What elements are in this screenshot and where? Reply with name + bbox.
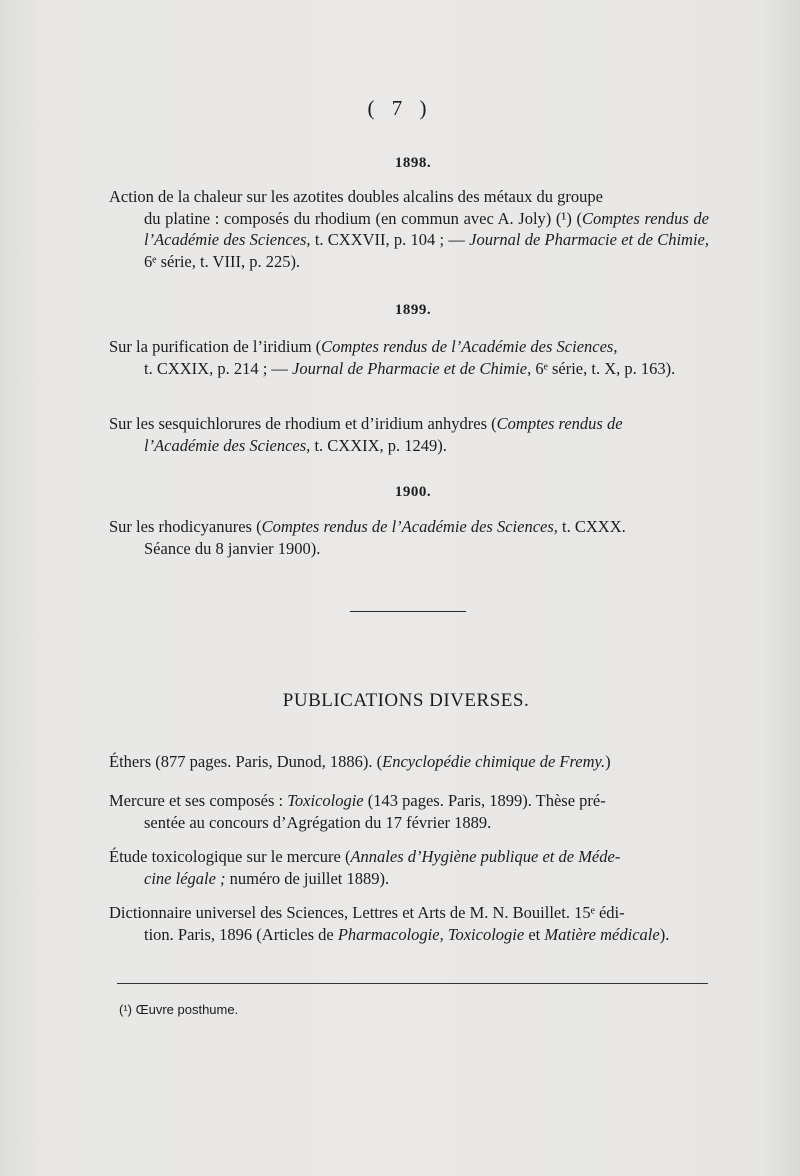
entry-first-line: Éthers (877 pages. Paris, Dunod, 1886). (Encyclopédie chimique de Fremy.) [109,752,611,771]
publication-entry [109,751,709,773]
entry-continuation: tion. Paris, 1896 (Articles de Pharmacologie, Toxicologie et Matière médicale). [144,924,670,944]
entry-first-line: Action de la chaleur sur les azotites doubles alcalins des métaux du groupe [109,187,603,206]
entry-continuation: sentée au concours d’Agrégation du 17 février 1889. [144,812,492,832]
bibliography-entry [109,516,709,559]
year-heading-1900: 1900. [394,484,432,500]
entry-first-line: Sur la purification de l’iridium (Comptes rendus de l’Académie des Sciences, [109,337,618,356]
section-separator [350,611,466,612]
entry-continuation: t. CXXIX, p. 214 ; — Journal de Pharmacie et de Chimie, 6ᵉ série, t. X, p. 163). [144,358,676,378]
publications-heading: PUBLICATIONS DIVERSES. [282,690,530,711]
entry-first-line: Dictionnaire universel des Sciences, Lettres et Arts de M. N. Bouillet. 15ᵉ édi- [109,903,625,922]
footnote: (¹) Œuvre posthume. [119,1002,239,1017]
entry-continuation: cine légale ; numéro de juillet 1889). [144,868,390,888]
entry-continuation: l’Académie des Sciences, t. CXXIX, p. 1249). [144,435,447,455]
entry-first-line: Sur les sesquichlorures de rhodium et d’iridium anhydres (Comptes rendus de [109,414,623,433]
entry-continuation: Séance du 8 janvier 1900). [144,538,321,558]
entry-first-line: Mercure et ses composés : Toxicologie (143 pages. Paris, 1899). Thèse pré- [109,791,606,810]
entry-first-line: Sur les rhodicyanures (Comptes rendus de l’Académie des Sciences, t. CXXX. [109,517,626,536]
entry-continuation: du platine : composés du rhodium (en commun avec A. Joly) (¹) (Comptes rendus de l’Académie des Sciences, t. CXXVII, p. 104 ; — Journal de Pharmacie et de Chimie, 6ᵉ série, t. VIII, p. 225). [144,208,709,271]
bibliography-entry [109,336,709,379]
year-heading-1899: 1899. [394,302,432,318]
bibliography-entry [109,186,709,272]
year-heading-1898: 1898. [394,155,432,171]
footnote-rule [117,983,708,984]
publication-entry [109,790,709,833]
bibliography-entry [109,413,709,456]
page-number: ( 7 ) [367,96,433,120]
publication-entry [109,846,709,889]
publication-entry [109,902,709,945]
entry-first-line: Étude toxicologique sur le mercure (Annales d’Hygiène publique et de Méde- [109,847,621,866]
